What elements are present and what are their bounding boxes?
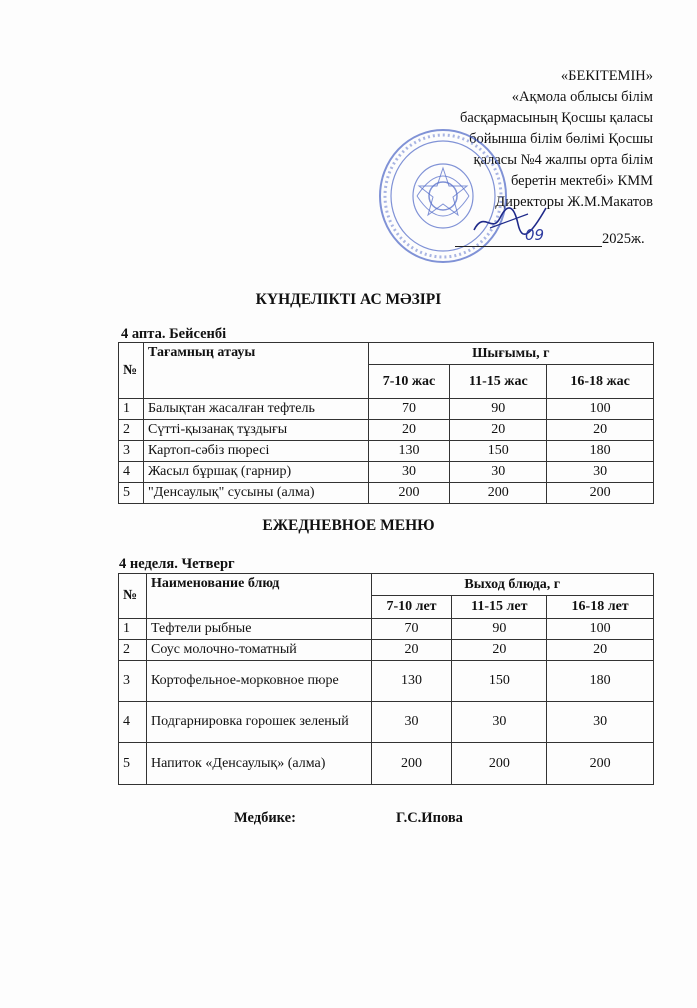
portion-11-15: 90 (450, 399, 547, 420)
dish-name: Тефтели рыбные (146, 619, 371, 640)
ru-col-age-3: 16-18 лет (547, 596, 654, 619)
date-year: 2025ж. (602, 231, 645, 247)
portion-16-18: 20 (547, 420, 654, 441)
portion-7-10: 70 (371, 619, 452, 640)
nurse-role-label: Медбике: (234, 810, 296, 826)
date-day: 09 (525, 226, 545, 244)
portion-7-10: 70 (368, 399, 450, 420)
row-no: 4 (119, 462, 144, 483)
kz-col-age-1: 7-10 жас (368, 365, 450, 399)
director-line: Директоры Ж.М.Макатов (495, 194, 653, 210)
row-no: 5 (119, 483, 144, 504)
approval-date (455, 226, 655, 251)
approval-line: «БЕКІТЕМІН» (560, 68, 653, 84)
portion-16-18: 180 (547, 441, 654, 462)
portion-16-18: 30 (547, 462, 654, 483)
ru-subtitle: 4 неделя. Четверг (119, 556, 235, 572)
dish-name: Сүтті-қызанақ тұздығы (143, 420, 368, 441)
portion-16-18: 30 (547, 702, 654, 743)
table-row (119, 441, 654, 462)
date-underline (455, 246, 602, 247)
table-row (119, 483, 654, 504)
approval-line: қаласы №4 жалпы орта білім (473, 152, 653, 168)
table-row (119, 462, 654, 483)
kz-col-age-3: 16-18 жас (547, 365, 654, 399)
ru-col-name: Наименование блюд (146, 574, 371, 619)
ru-col-age-2: 11-15 лет (452, 596, 547, 619)
portion-11-15: 30 (450, 462, 547, 483)
portion-7-10: 30 (368, 462, 450, 483)
dish-name: Кортофельное-морковное пюре (146, 661, 371, 702)
dish-name: Картоп-сәбіз пюресі (143, 441, 368, 462)
kz-col-name: Тағамның атауы (143, 343, 368, 399)
portion-11-15: 200 (450, 483, 547, 504)
portion-7-10: 130 (371, 661, 452, 702)
kz-col-no: № (119, 343, 144, 399)
portion-11-15: 200 (452, 743, 547, 785)
portion-16-18: 200 (547, 483, 654, 504)
portion-11-15: 20 (450, 420, 547, 441)
kz-subtitle: 4 апта. Бейсенбі (121, 326, 227, 342)
nurse-name: Г.С.Ипова (396, 810, 463, 826)
dish-name: "Денсаулық" сусыны (алма) (143, 483, 368, 504)
approval-line: бойынша білім бөлімі Қосшы (469, 131, 653, 147)
table-row (119, 399, 654, 420)
row-no: 1 (119, 399, 144, 420)
portion-11-15: 30 (452, 702, 547, 743)
portion-11-15: 90 (452, 619, 547, 640)
portion-11-15: 20 (452, 640, 547, 661)
ru-col-output: Выход блюда, г (371, 574, 653, 596)
dish-name: Соус молочно-томатный (146, 640, 371, 661)
portion-7-10: 200 (368, 483, 450, 504)
ru-col-age-1: 7-10 лет (371, 596, 452, 619)
table-row (119, 619, 654, 640)
dish-name: Напиток «Денсаулық» (алма) (146, 743, 371, 785)
table-row (119, 743, 654, 785)
kz-col-output: Шығымы, г (368, 343, 653, 365)
portion-16-18: 20 (547, 640, 654, 661)
approval-line: беретін мектебі» КММ (510, 173, 653, 189)
table-row (119, 661, 654, 702)
row-no: 2 (119, 640, 147, 661)
row-no: 1 (119, 619, 147, 640)
portion-16-18: 100 (547, 399, 654, 420)
dish-name: Жасыл бұршақ (гарнир) (143, 462, 368, 483)
table-row (119, 640, 654, 661)
dish-name: Подгарнировка горошек зеленый (146, 702, 371, 743)
kz-title: КҮНДЕЛІКТІ АС МӘЗІРІ (255, 291, 442, 308)
portion-11-15: 150 (452, 661, 547, 702)
portion-11-15: 150 (450, 441, 547, 462)
portion-16-18: 100 (547, 619, 654, 640)
ru-menu-table (118, 573, 654, 785)
table-row (119, 702, 654, 743)
row-no: 3 (119, 661, 147, 702)
row-no: 3 (119, 441, 144, 462)
approval-line: «Ақмола облысы білім (511, 89, 653, 105)
portion-16-18: 200 (547, 743, 654, 785)
portion-7-10: 20 (371, 640, 452, 661)
ru-title: ЕЖЕДНЕВНОЕ МЕНЮ (262, 517, 435, 534)
dish-name: Балықтан жасалған тефтель (143, 399, 368, 420)
table-row (119, 420, 654, 441)
portion-16-18: 180 (547, 661, 654, 702)
kz-col-age-2: 11-15 жас (450, 365, 547, 399)
row-no: 5 (119, 743, 147, 785)
approval-line: басқармасының Қосшы қаласы (459, 110, 653, 126)
ru-col-no: № (119, 574, 147, 619)
portion-7-10: 30 (371, 702, 452, 743)
portion-7-10: 20 (368, 420, 450, 441)
row-no: 2 (119, 420, 144, 441)
kz-menu-table (118, 342, 654, 504)
portion-7-10: 130 (368, 441, 450, 462)
row-no: 4 (119, 702, 147, 743)
portion-7-10: 200 (371, 743, 452, 785)
